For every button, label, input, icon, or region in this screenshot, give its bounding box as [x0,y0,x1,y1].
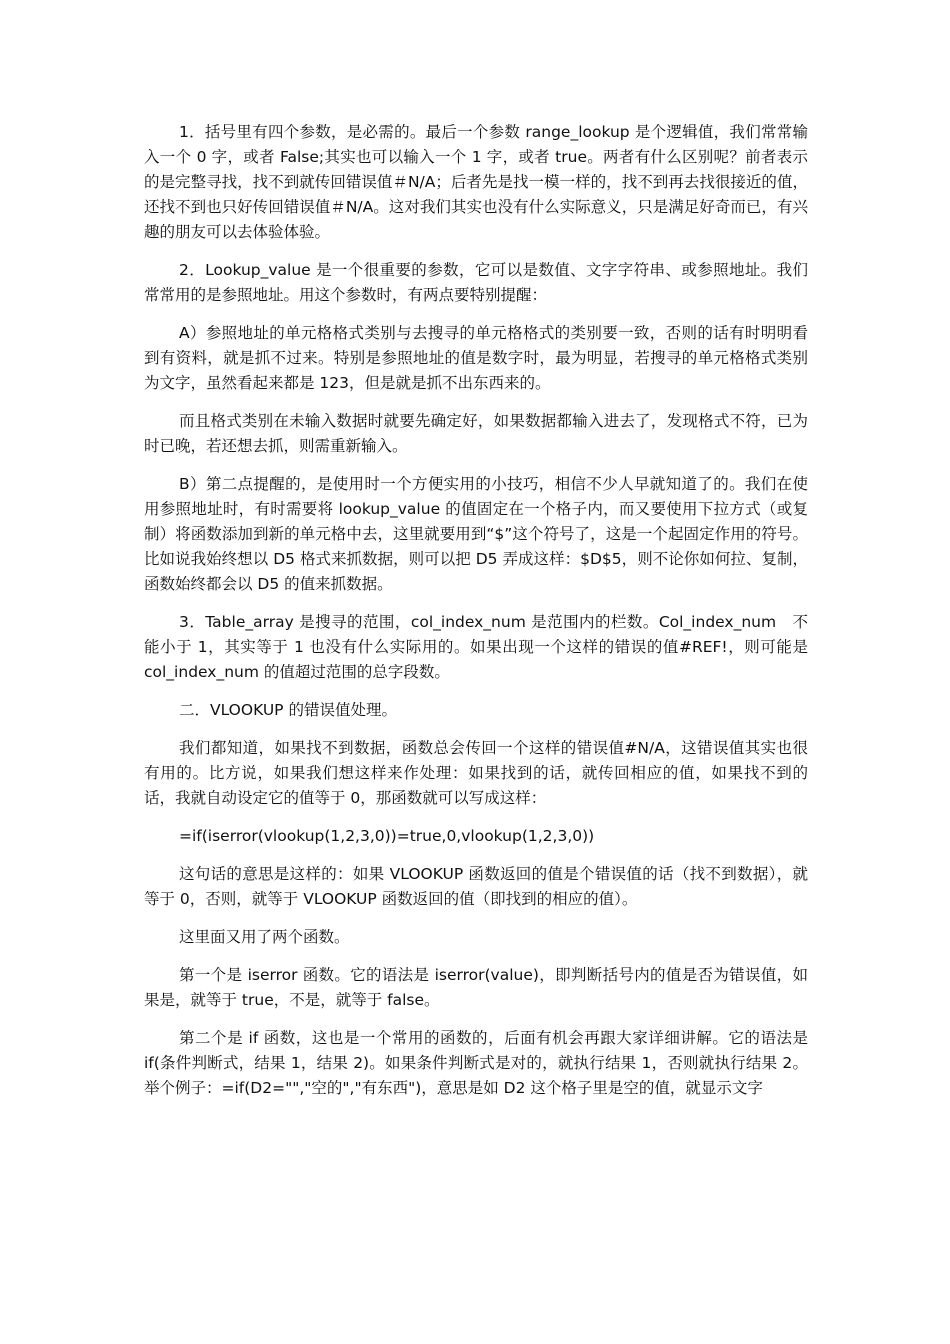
paragraph-formula-meaning: 这句话的意思是这样的：如果 VLOOKUP 函数返回的值是个错误值的话（找不到数据），就等于 0，否则，就等于 VLOOKUP 函数返回的值（即找到的相应的值）。 [144,865,808,908]
paragraph-point-b: B）第二点提醒的，是使用时一个方便实用的小技巧，相信不少人早就知道了的。我们在使用参照地址时，有时需要将 lookup_value 的值固定在一个格子内，而又要使用下拉方式（或复制）将函数添加到新的单元格中去，这里就要用到“$”这个符号了，这是一个起固定作用的符号。比如说我始终想以 D5 格式来抓数据，则可以把 D5 弄成这样：$D$5，则不论你如何拉、复制，函数始终都会以 D5 的值来抓数据。 [144,475,808,593]
section-heading-error-handling: 二．VLOOKUP 的错误值处理。 [179,701,397,719]
document-body [144,120,808,1114]
paragraph-lookup-value: 2．Lookup_value 是一个很重要的参数，它可以是数值、文字字符串、或参照地址。我们常常用的是参照地址。用这个参数时，有两点要特别提醒： [144,261,808,304]
paragraph-if-function: 第二个是 if 函数，这也是一个常用的函数的，后面有机会再跟大家详细讲解。它的语法是 if(条件判断式，结果 1，结果 2)。如果条件判断式是对的，就执行结果 1，否则就执行结果 2。举个例子：=if(D2="","空的","有东西")，意思是如 D2 这个格子里是空的值，就显示文字 [144,1029,808,1097]
paragraph-format-note: 而且格式类别在未输入数据时就要先确定好，如果数据都输入进去了，发现格式不符，已为时已晚，若还想去抓，则需重新输入。 [144,412,808,455]
paragraph-iserror: 第一个是 iserror 函数。它的语法是 iserror(value)，即判断括号内的值是否为错误值，如果是，就等于 true，不是，就等于 false。 [144,966,808,1009]
paragraph-error-intro: 我们都知道，如果找不到数据，函数总会传回一个这样的错误值#N/A，这错误值其实也很有用的。比方说，如果我们想这样来作处理：如果找到的话，就传回相应的值，如果找不到的话，我就自动设定它的值等于 0，那函数就可以写成这样： [144,739,808,807]
paragraph-point-a: A）参照地址的单元格格式类别与去搜寻的单元格格式的类别要一致，否则的话有时明明看到有资料，就是抓不过来。特别是参照地址的值是数字时，最为明显，若搜寻的单元格格式类别为文字，虽然看起来都是 123，但是就是抓不出东西来的。 [144,324,808,392]
paragraph-table-array: 3．Table_array 是搜寻的范围，col_index_num 是范围内的栏数。Col_index_num 不能小于 1，其实等于 1 也没有什么实际用的。如果出现一个这样的错误的值#REF!，则可能是 col_index_num 的值超过范围的总字段数。 [144,613,808,681]
formula-line: =if(iserror(vlookup(1,2,3,0))=true,0,vlookup(1,2,3,0)) [179,827,595,845]
paragraph-range-lookup: 1．括号里有四个参数，是必需的。最后一个参数 range_lookup 是个逻辑值，我们常常输入一个 0 字，或者 False;其实也可以输入一个 1 字，或者 true。两者有什么区别呢？前者表示的是完整寻找，找不到就传回错误值＃N/A；后者先是找一模一样的，找不到再去找很接近的值，还找不到也只好传回错误值＃N/A。这对我们其实也没有什么实际意义，只是满足好奇而已，有兴趣的朋友可以去体验体验。 [144,123,808,241]
paragraph-two-functions: 这里面又用了两个函数。 [179,928,350,946]
